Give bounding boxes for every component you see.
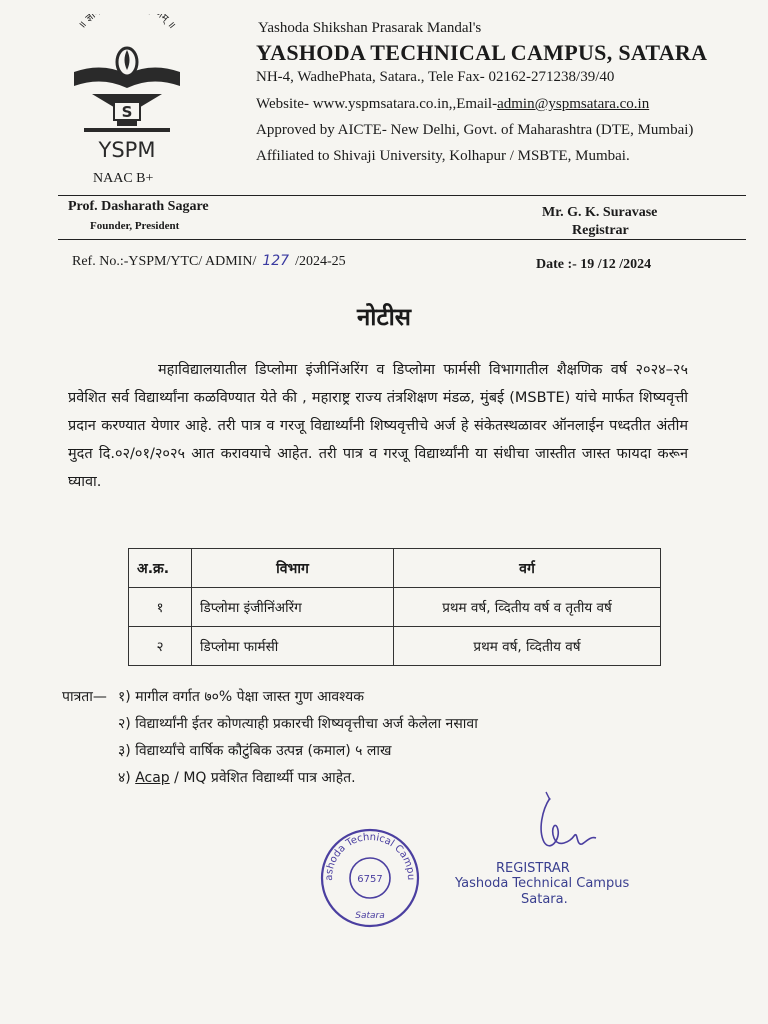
founder-title: Founder, President: [90, 220, 180, 232]
eligibility-text: ३) विद्यार्थ्यांचे वार्षिक कौटुंबिक उत्पन्न (कमाल) ५ लाख: [118, 743, 392, 759]
college-seal: [318, 826, 422, 930]
website-line: [256, 96, 649, 113]
divider-bottom: [58, 239, 746, 240]
logo-text: YSPM: [98, 138, 156, 162]
logo-motto: ॥ ज्ञा णम् ॥: [76, 14, 178, 32]
registrar-signature: [520, 790, 610, 860]
approval-line: Approved by AICTE- New Delhi, Govt. of Maharashtra (DTE, Mumbai): [256, 122, 694, 138]
eligibility-label: पात्रता—: [62, 689, 107, 705]
seal-text: ashoda Technical Campu: [323, 831, 417, 881]
col-serial: अ.क्र.: [129, 549, 192, 588]
notice-heading: नोटीस: [356, 303, 412, 331]
svg-text:॥ ज्ञानम् जीवनस्य भूषणम् ॥: [77, 14, 178, 31]
logo-letter: S: [121, 103, 133, 121]
cell-serial: २: [129, 627, 192, 666]
table-row: [129, 627, 661, 666]
eligibility-text: २) विद्यार्थ्यांनी ईतर कोणत्याही प्रकारची शिष्यवृत्तीचा अर्ज केलेला नसावा: [118, 716, 478, 732]
address-line: NH-4, WadhePhata, Satara., Tele Fax- 02162-271238/39/40: [256, 69, 615, 85]
naac-grade: NAAC B+: [93, 171, 154, 186]
campus-name: YASHODA TECHNICAL CAMPUS, SATARA: [256, 40, 708, 65]
cell-class: प्रथम वर्ष, व्दितीय वर्ष: [394, 627, 661, 666]
table-row: [129, 588, 661, 627]
affiliation-line: Affiliated to Shivaji University, Kolhapur / MSBTE, Mumbai.: [256, 148, 630, 164]
table-header-row: [129, 549, 661, 588]
registrar-title: Registrar: [572, 223, 629, 238]
eligibility-list: [62, 684, 478, 792]
cell-serial: १: [129, 588, 192, 627]
signature-campus: Yashoda Technical Campus: [455, 876, 630, 891]
signature-title: REGISTRAR: [496, 861, 570, 876]
eligibility-item: [62, 738, 478, 765]
cell-department: डिप्लोमा फार्मसी: [192, 627, 394, 666]
website-prefix: Website- www.yspmsatara.co.in,,Email-: [256, 96, 498, 112]
notice-date: Date :- 19 /12 /2024: [536, 257, 652, 272]
ref-prefix: Ref. No.:-YSPM/YTC/ ADMIN/: [72, 254, 257, 269]
svg-text:Yashoda Technical Campus: [318, 826, 416, 881]
email-link[interactable]: admin@yspmsatara.co.in: [497, 96, 650, 112]
signature-city: Satara.: [521, 892, 568, 907]
eligibility-num: ४): [118, 770, 131, 786]
cell-class: प्रथम वर्ष, व्दितीय वर्ष व तृतीय वर्ष: [394, 588, 661, 627]
reference-number: [72, 253, 346, 270]
mandal-name: Yashoda Shikshan Prasarak Mandal's: [258, 20, 482, 36]
eligibility-text: / MQ प्रवेशित विद्यार्थ्यी पात्र आहेत.: [174, 770, 356, 786]
seal-number: 6757: [357, 874, 383, 885]
seal-city: Satara: [355, 911, 385, 921]
founder-name: Prof. Dasharath Sagare: [68, 199, 209, 214]
col-department: विभाग: [192, 549, 394, 588]
col-class: वर्ग: [394, 549, 661, 588]
college-logo: [62, 14, 192, 164]
ref-handwritten-number: 127: [262, 253, 290, 269]
eligibility-item: [62, 765, 478, 792]
ref-suffix: /2024-25: [295, 254, 346, 269]
registrar-name: Mr. G. K. Suravase: [542, 205, 658, 220]
divider-top: [58, 195, 746, 196]
department-table: [128, 548, 661, 666]
cell-department: डिप्लोमा इंजीनिंअरिंग: [192, 588, 394, 627]
eligibility-item: [62, 684, 478, 711]
eligibility-text: १) मागील वर्गात ७०% पेक्षा जास्त गुण आवश्यक: [118, 689, 364, 705]
notice-body: महाविद्यालयातील डिप्लोमा इंजीनिंअरिंग व डिप्लोमा फार्मसी विभागातील शैक्षणिक वर्ष २०२४–२५ प्रवेशित सर्व विद्यार्थ्यांना कळविण्यात येते की , महाराष्ट्र राज्य तंत्रशिक्षण मंडळ, मुंबई (MSBTE) यांचे मार्फत शिष्यवृत्ती प्रदान करण्यात येणार आहे. तरी पात्र व गरजू विद्यार्थ्यांनी शिष्यवृत्तीचे अर्ज हे संकेतस्थळावर ऑनलाईन पध्दतीत अंतीम मुदत दि.०२/०१/२०२५ आत करावयाचे आहेत. तरी पात्र व गरजू विद्यार्थ्यांनी या संधीचा जास्तीत जास्त फायदा करून घ्यावा.: [68, 362, 688, 490]
eligibility-acap: Acap: [135, 770, 170, 786]
eligibility-item: [62, 711, 478, 738]
